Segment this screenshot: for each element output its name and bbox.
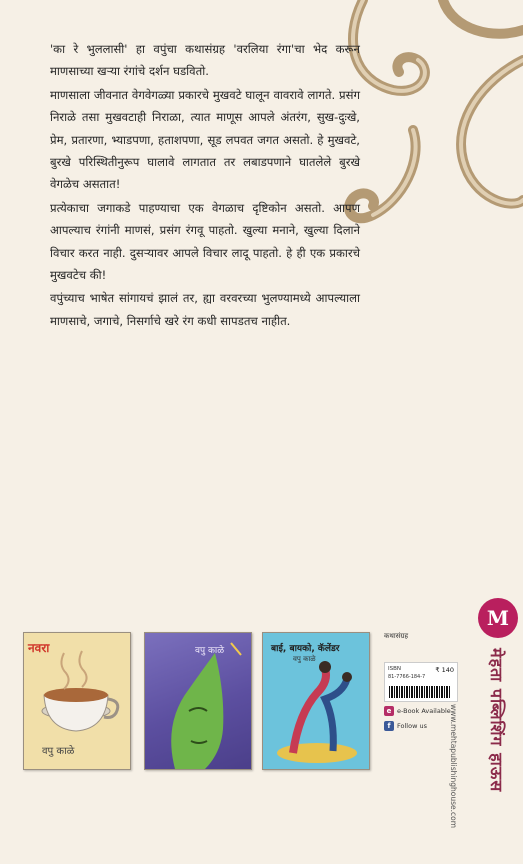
blurb-paragraph-4: वपुंच्याच भाषेत सांगायचं झालं तर, ह्या वरवरच्या भुलण्यामध्ये आपल्याला माणसाचे, जगाचे, निसर्गाचे खरे रंग कधी सापडतच नाहीत. bbox=[50, 291, 360, 328]
publisher-logo: M bbox=[478, 598, 518, 638]
book-1-author: वपु काळे bbox=[42, 746, 75, 757]
book-cover-2 bbox=[144, 632, 252, 770]
back-info-panel bbox=[380, 628, 460, 798]
teacup-icon bbox=[24, 633, 130, 769]
price-label: ₹ 140 bbox=[435, 666, 454, 674]
website-url[interactable]: www.mehtapublishinghouse.com bbox=[449, 704, 458, 829]
book-2-author: वपु काळे bbox=[195, 646, 225, 656]
isbn-number: 81-7766-184-7 bbox=[388, 674, 426, 680]
blurb-paragraph-2: माणसाला जीवनात वेगवेगळ्या प्रकारचे मुखवटे घालून वावरावे लागते. प्रसंग निराळे तसा मुखवटाही निराळा, त्यात माणूस आपले अंतरंग, सुख-दुःखे, प्रेम, प्रतारणा, भ्याडपणा, हताशपणा, सूड लपवत जगत असतो. हे मुखवटे, बुरखे परिस्थितीनुरूप घालावे लागतात तर लबाडपणाने घातलेले बुरखे वेगळेच असतात! bbox=[50, 87, 360, 192]
book-cover-3 bbox=[262, 632, 370, 770]
blurb-paragraph-3: प्रत्येकाचा जगाकडे पाहण्याचा एक वेगळाच दृष्टिकोन असतो. आपण आपल्याच रंगांनी माणसं, प्रसंग रंगवू पाहतो. खुल्या मनाने, खुल्या दिलाने विचार करत नाही. दुसऱ्यावर आपले विचार लादू पाहतो. हे ही एक प्रकारचे मुखवटेच की! bbox=[50, 200, 360, 283]
ebook-badge[interactable] bbox=[384, 706, 451, 716]
follow-label: Follow us bbox=[397, 722, 427, 730]
book-3-title: बाई, बायको, कॅलेंडर bbox=[271, 644, 340, 654]
blurb-paragraph-1: 'का रे भुललासी' हा वपुंचा कथासंग्रह 'वरलिया रंगा'चा भेद करून माणसाच्या खऱ्या रंगांचे दर्शन घडवितो. bbox=[50, 42, 360, 79]
book-3-author: वपु काळे bbox=[293, 655, 316, 663]
blurb-text bbox=[50, 38, 360, 333]
dancing-couple-illustration bbox=[263, 633, 369, 769]
ebook-icon: e bbox=[384, 706, 394, 716]
isbn-label: ISBN bbox=[388, 666, 402, 672]
ebook-label: e-Book Available bbox=[397, 707, 451, 715]
facebook-icon: f bbox=[384, 721, 394, 731]
publisher-name: मेहता पब्लिशिंग हाऊस bbox=[487, 648, 506, 793]
isbn-box bbox=[384, 662, 458, 702]
barcode bbox=[389, 686, 451, 698]
book-cover-1 bbox=[23, 632, 131, 770]
book-1-title: नवरा bbox=[28, 641, 50, 655]
follow-us-badge[interactable] bbox=[384, 721, 427, 731]
genre-label: कथासंग्रह bbox=[384, 632, 409, 640]
